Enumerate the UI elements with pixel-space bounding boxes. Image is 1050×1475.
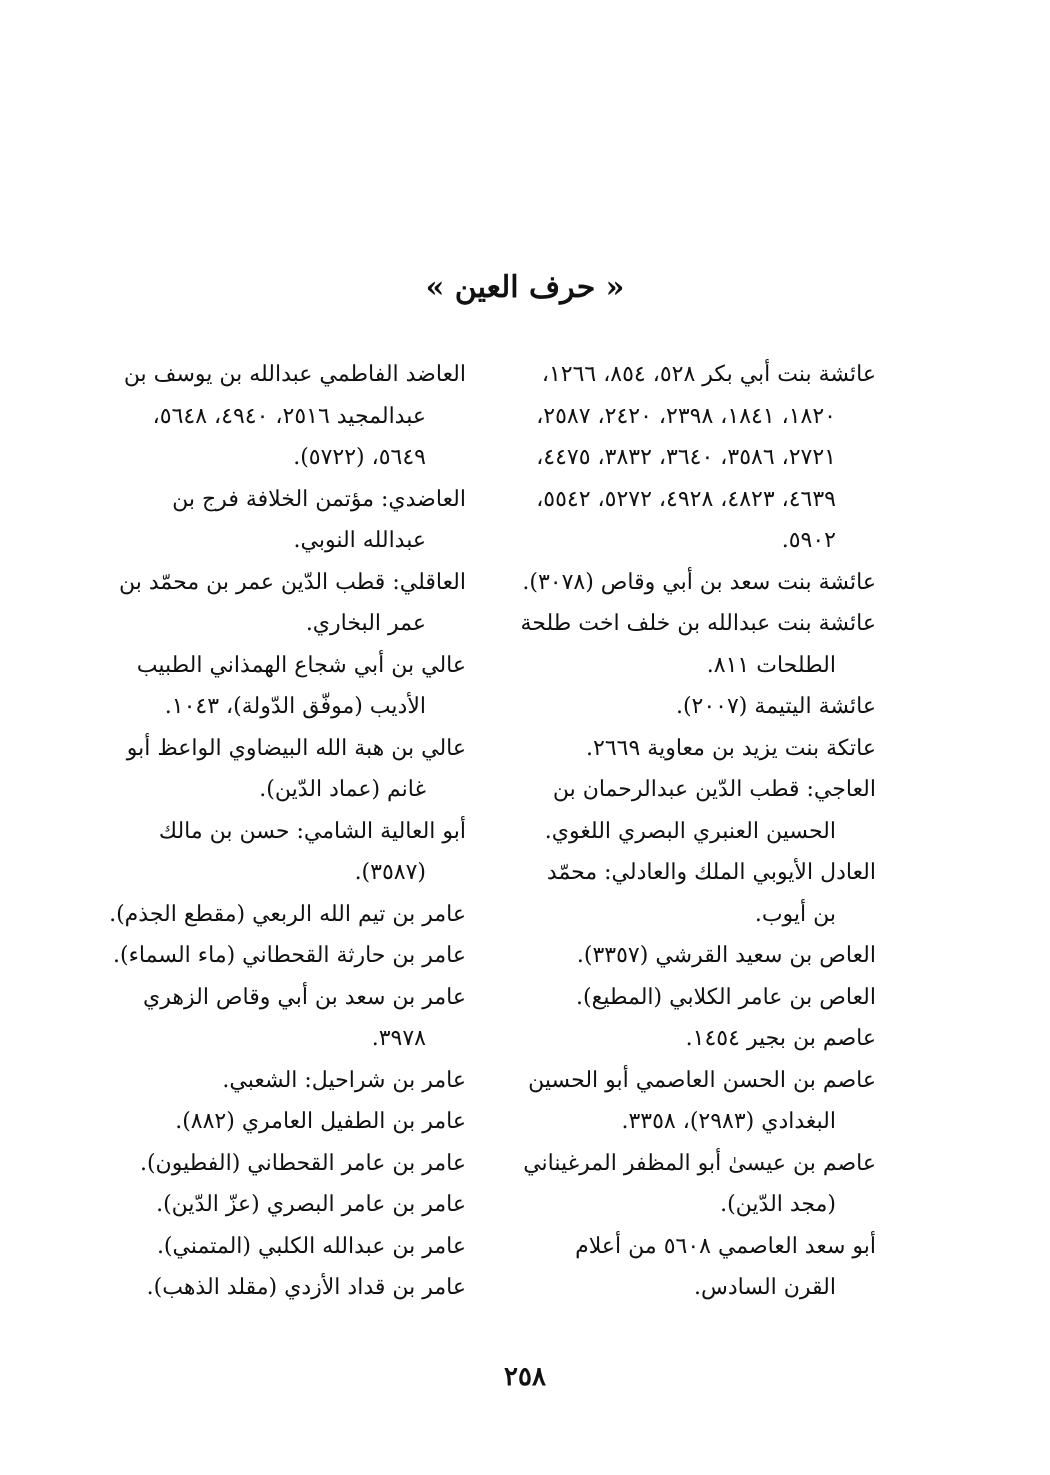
index-entry: عامر بن شراحيل: الشعبي. [222,1067,466,1093]
index-entry: عامر بن تيم الله الربعي (مقطع الجذم). [109,901,466,927]
index-entry: عامر بن سعد بن أبي وقاص الزهري ٣٩٧٨. [143,984,466,1051]
index-entry: عائشة اليتيمة (٢٠٠٧). [675,694,876,719]
page-number: ٢٥٨ [504,1362,546,1392]
index-entry: عامر بن قداد الأزدي (مقلد الذهب). [146,1275,466,1300]
index-entry: عاصم بن عيسىٰ أبو المظفر المرغيناني (مجد الدّين). [523,1150,876,1217]
index-entry: العاص بن عامر الكلابي (المطيع). [576,984,876,1010]
index-entry: عامر بن عامر البصري (عزّ الدّين). [156,1192,466,1217]
page-title: « حرف العين » [425,270,625,305]
left-column [105,354,466,1309]
index-entry: عاصم بن الحسن العاصمي أبو الحسين البغدادي (٢٩٨٣)، ٣٣٥٨. [528,1067,876,1134]
index-entry: عامر بن عبدالله الكلبي (المتمني). [156,1233,466,1259]
index-entry: عاتكة بنت يزيد بن معاوية ٢٦٦٩. [586,735,876,761]
index-entry: عائشة بنت أبي بكر ٥٢٨، ٨٥٤، ١٢٦٦، ١٨٢٠، ١٨٤١، ٢٣٩٨، ٢٤٢٠، ٢٥٨٧، ٢٧٢١، ٣٥٨٦، ٣٦٤٠، ٣٨٣٢، ٤٤٧٥، ٤٦٣٩، ٤٨٢٣، ٤٩٢٨، ٥٢٧٢، ٥٥٤٢، ٥٩٠٢. [536,362,876,553]
index-entry: العاقلي: قطب الدّين عمر بن محمّد بن عمر البخاري. [118,569,466,636]
index-entry: العادل الأيوبي الملك والعادلي: محمّد بن أيوب. [546,860,876,927]
index-entry: العاص بن سعيد القرشي (٣٣٥٧). [576,943,876,968]
right-column [520,354,876,1309]
index-entry: أبو العالية الشامي: حسن بن مالك (٣٥٨٧). [158,818,466,885]
index-entry: عامر بن الطفيل العامري (٨٨٢). [175,1109,466,1134]
index-entry: العاضد الفاطمي عبدالله بن يوسف بن عبدالمجيد ٢٥١٦، ٤٩٤٠، ٥٦٤٨، ٥٦٤٩، (٥٧٢٢). [123,362,466,470]
index-entry: عائشة بنت سعد بن أبي وقاص (٣٠٧٨). [522,569,876,595]
index-entry: عامر بن عامر القحطاني (الفطيون). [139,1150,466,1176]
index-entry: عالي بن هبة الله البيضاوي الواعظ أبو غانم (عماد الدّين). [126,735,466,802]
index-entry: عامر بن حارثة القحطاني (ماء السماء). [113,943,466,968]
index-entry: عالي بن أبي شجاع الهمذاني الطبيب الأديب (موفّق الدّولة)، ١٠٤٣. [136,652,466,719]
index-entry: أبو سعد العاصمي ٥٦٠٨ من أعلام القرن السادس. [575,1233,876,1300]
index-entry: عائشة بنت عبدالله بن خلف اخت طلحة الطلحات ٨١١. [520,611,876,678]
index-entry: عاصم بن بجير ١٤٥٤. [685,1026,876,1051]
index-entry: العاضدي: مؤتمن الخلافة فرج بن عبدالله النوبي. [172,486,466,553]
index-entry: العاجي: قطب الدّين عبدالرحمان بن الحسين العنبري البصري اللغوي. [544,777,876,844]
